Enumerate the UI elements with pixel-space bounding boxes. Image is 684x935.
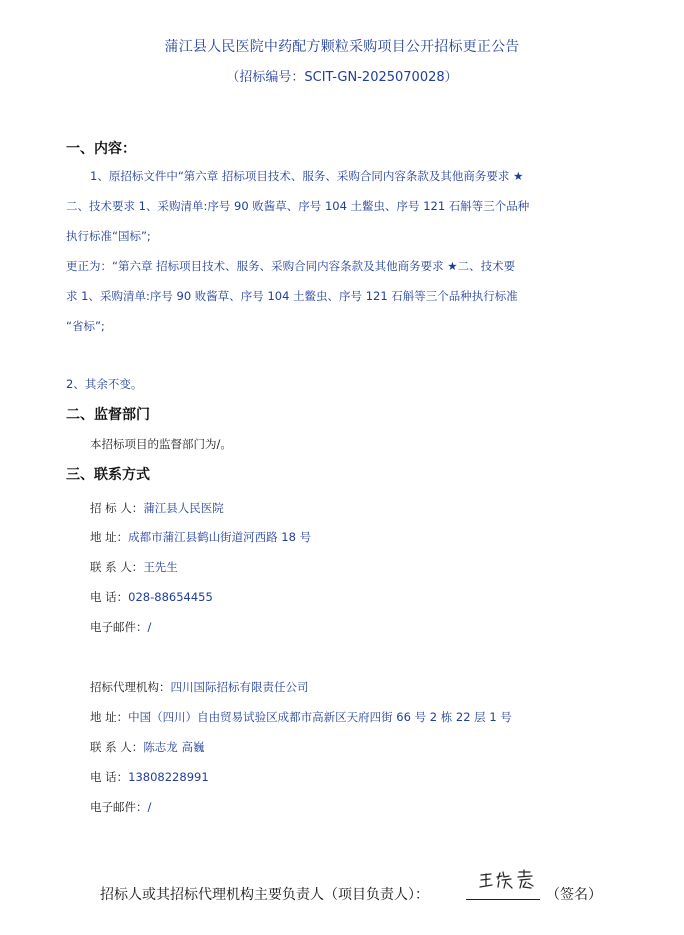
remainder-unchanged: 2、其余不变。 [66, 377, 143, 391]
field-value: / [147, 620, 152, 634]
signature-suffix: （签名） [546, 887, 602, 903]
tender-number: （招标编号：SCIT-GN-2025070028） [226, 70, 458, 85]
field-value: 13808228991 [128, 770, 209, 784]
tenderer-name-row [90, 497, 224, 516]
agency-contact-row [90, 736, 204, 755]
field-label: 地 址： [90, 710, 129, 724]
section-heading-content: 一、内容： [66, 141, 136, 157]
field-value: 陈志龙 高巍 [143, 740, 205, 754]
field-value: 四川国际招标有限责任公司 [170, 680, 309, 694]
agency-name-row [90, 676, 309, 695]
field-label: 招 标 人： [90, 501, 144, 515]
field-label: 联 系 人： [90, 740, 144, 754]
agency-phone-row [90, 766, 209, 785]
field-label: 电子邮件： [90, 620, 148, 634]
field-value: 王先生 [143, 560, 178, 574]
signature-line [466, 899, 540, 900]
field-label: 电 话： [90, 770, 129, 784]
responsible-person-label: 招标人或其招标代理机构主要负责人（项目负责人）： [100, 887, 429, 903]
field-label: 电子邮件： [90, 800, 148, 814]
section-heading-contact: 三、联系方式 [66, 467, 150, 483]
field-label: 联 系 人： [90, 560, 144, 574]
original-text-line-2: 二、技术要求 1、采购清单:序号 90 败酱草、序号 104 土鳖虫、序号 121 石斛等三个品种 [66, 199, 530, 213]
supervision-text: 本招标项目的监督部门为/。 [90, 437, 232, 451]
section-heading-supervision: 二、监督部门 [66, 407, 150, 423]
corrected-text-line-2: 求 1、采购清单:序号 90 败酱草、序号 104 土鳖虫、序号 121 石斛等三个品种执行标准 [66, 289, 518, 303]
field-value: 蒲江县人民医院 [143, 501, 224, 515]
field-label: 招标代理机构： [90, 680, 171, 694]
tenderer-phone-row [90, 586, 213, 605]
agency-address-row [90, 706, 512, 725]
agency-email-row [90, 796, 151, 815]
tenderer-email-row [90, 616, 151, 635]
original-text-line-1: 1、原招标文件中“第六章 招标项目技术、服务、采购合同内容条款及其他商务要求 ★ [90, 169, 524, 183]
document-title: 蒲江县人民医院中药配方颗粒采购项目公开招标更正公告 [164, 39, 520, 55]
tenderer-contact-row [90, 556, 178, 575]
corrected-text-line-1: 更正为：“第六章 招标项目技术、服务、采购合同内容条款及其他商务要求 ★二、技术要 [66, 259, 516, 273]
field-value: 028-88654455 [128, 590, 213, 604]
corrected-text-line-3: “省标”; [66, 319, 105, 333]
field-label: 地 址： [90, 530, 129, 544]
field-value: 中国（四川）自由贸易试验区成都市高新区天府四街 66 号 2 栋 22 层 1 号 [128, 710, 512, 724]
handwritten-signature [478, 868, 542, 892]
original-text-line-3: 执行标准“国标”; [66, 229, 151, 243]
field-label: 电 话： [90, 590, 129, 604]
field-value: / [147, 800, 152, 814]
field-value: 成都市蒲江县鹤山街道河西路 18 号 [128, 530, 312, 544]
tenderer-address-row [90, 526, 311, 545]
